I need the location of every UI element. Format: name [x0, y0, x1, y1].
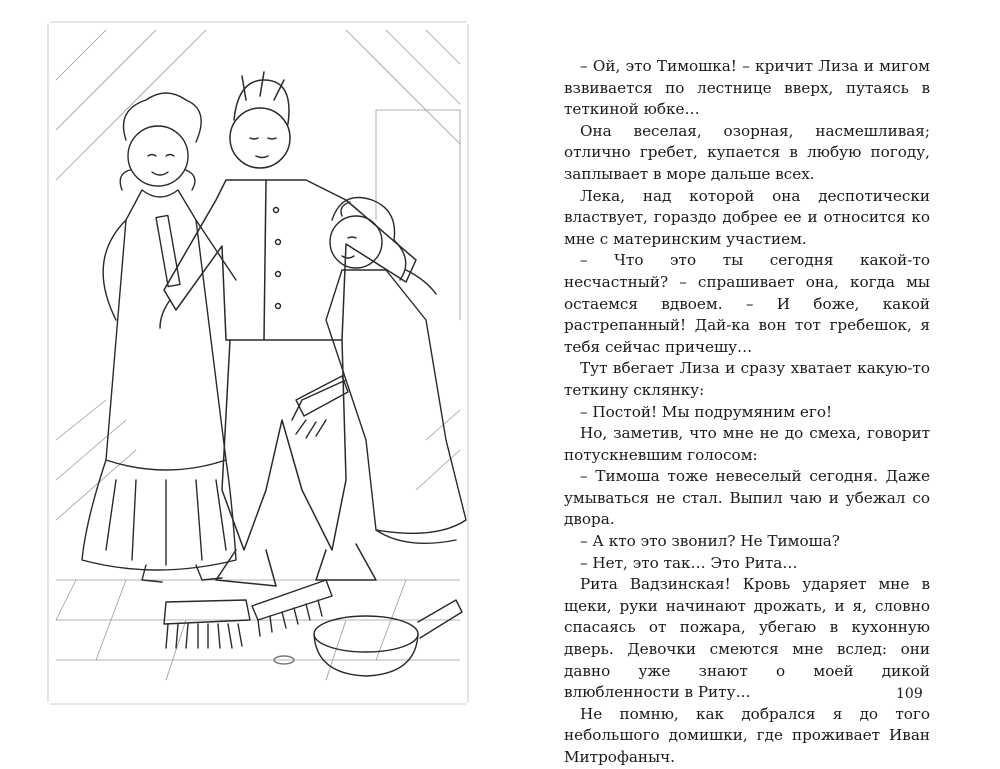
paragraph: Не помню, как добрался я до того небольшого домишки, где проживает Иван Митрофаныч. — [564, 704, 930, 766]
background-hatching — [56, 30, 460, 680]
paragraph: – Постой! Мы подрумяним его! — [580, 402, 833, 421]
paragraph: Тут вбегает Лиза и сразу хватает какую-то теткину склянку: — [564, 359, 930, 399]
boy-center-figure — [160, 72, 436, 586]
paragraph: – Ой, это Тимошка! – кричит Лиза и мигом взвивается по лестнице вверх, путаясь в теткиной юбке… — [564, 57, 930, 119]
page-number: 109 — [896, 686, 923, 702]
illustration-drawing — [46, 20, 470, 706]
paragraph: Рита Вадзинская! Кровь ударяет мне в щеки, руки начинают дрожать, и я, словно спасаясь от пожара, убегаю в кухонную дверь. Девочки смеются мне вслед: они давно уже знают о моей дикой влюбленности в Риту… — [564, 575, 930, 702]
paragraph: – Что это ты сегодня какой-то несчастный? – спрашивает она, когда мы остаемся вдвоем. – И боже, какой растрепанный! Дай-ка вон тот гребешок, я тебя сейчас причешу… — [564, 251, 930, 356]
paragraph: – Нет, это так… Это Рита… — [580, 553, 798, 572]
girl-right-figure — [292, 198, 466, 544]
comb-icon — [252, 580, 332, 620]
illustration — [46, 20, 470, 706]
text-column — [564, 56, 930, 769]
basin-icon — [314, 616, 418, 652]
paragraph: – Тимоша тоже невеселый сегодня. Даже умываться не стал. Выпил чаю и убежал со двора. — [564, 467, 930, 529]
paragraph: – А кто это звонил? Не Тимоша? — [580, 532, 840, 551]
paragraph: Лека, над которой она деспотически властвует, гораздо добрее ее и относится ко мне с материнским участием. — [564, 186, 930, 248]
paragraph: Но, заметив, что мне не до смеха, говорит потускневшим голосом: — [564, 424, 930, 464]
girl-left-figure — [82, 93, 236, 582]
floor-objects — [164, 580, 462, 676]
paragraph: Она веселая, озорная, насмешливая; отлично гребет, купается в любую погоду, заплывает в море дальше всех. — [564, 121, 930, 183]
